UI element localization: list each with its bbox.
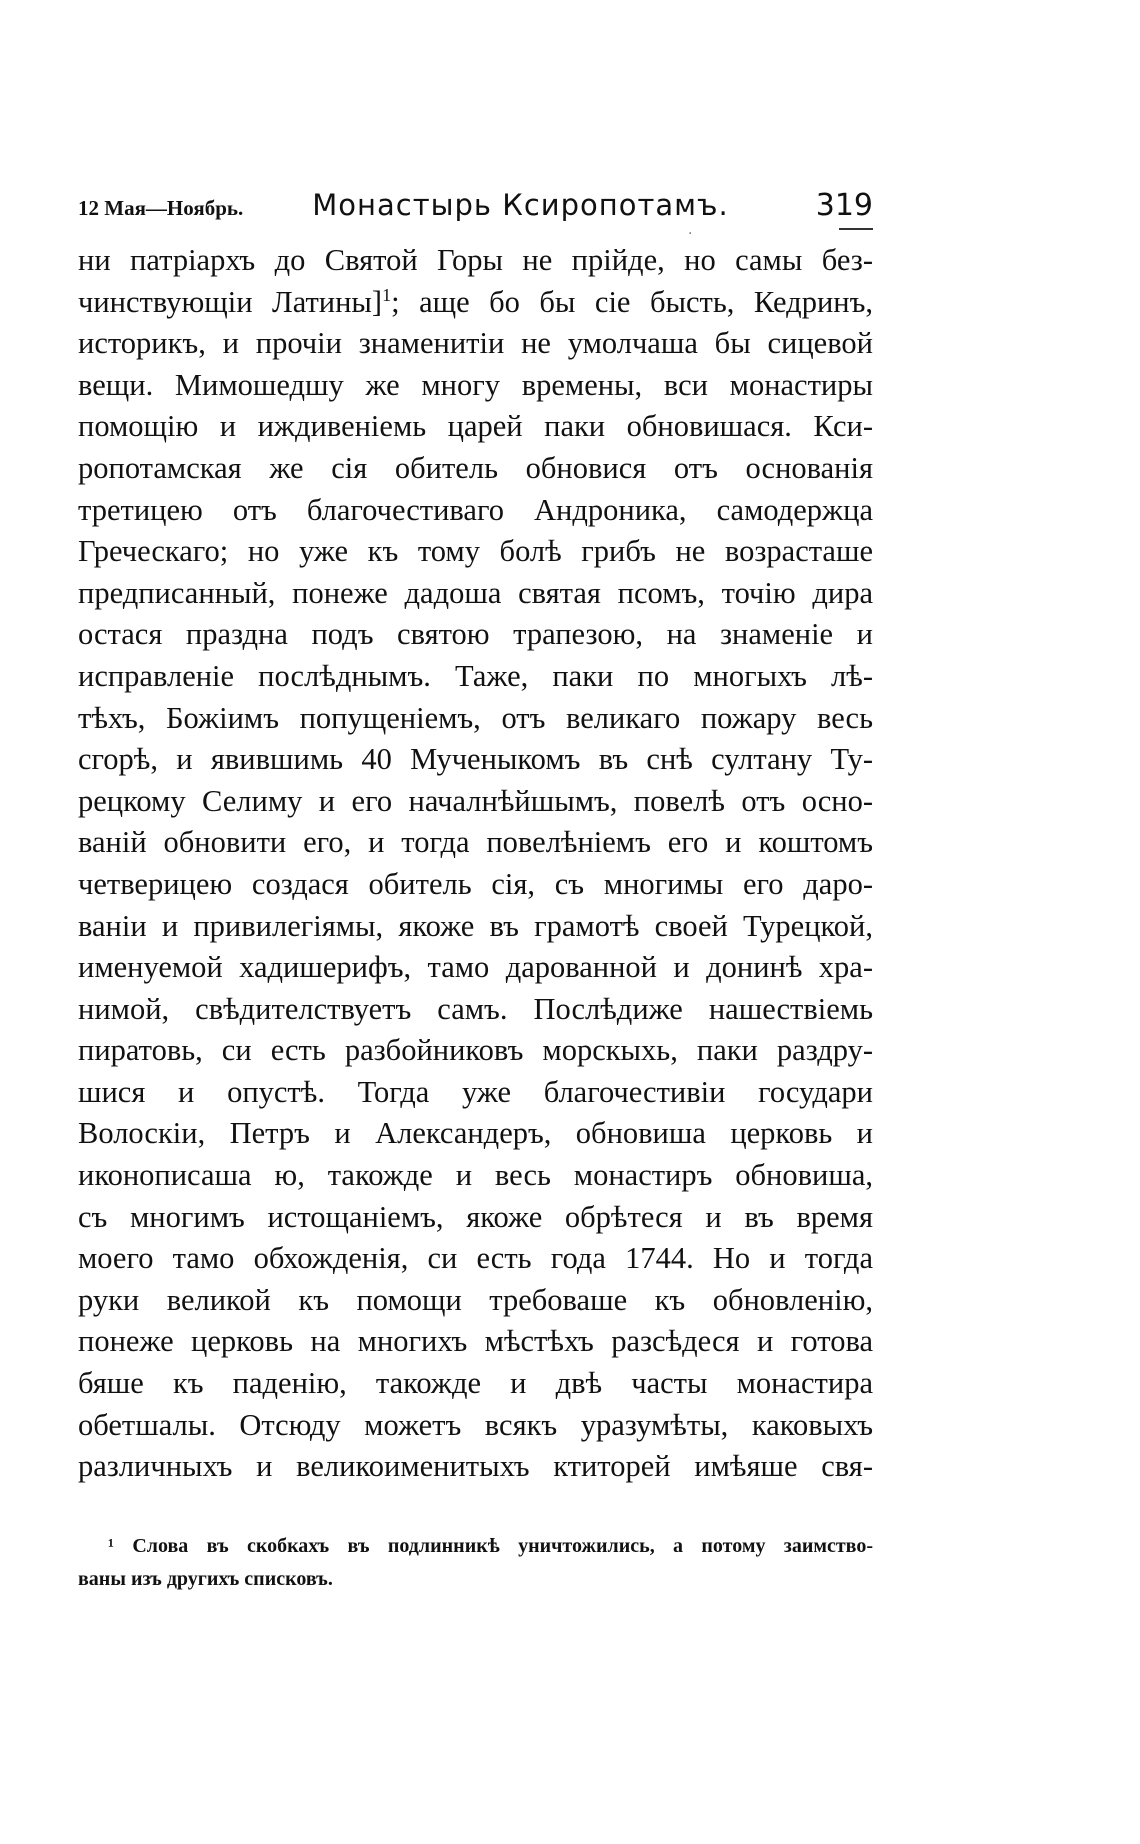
text-line: четверицею создася обитель сія, съ многимы его даро- — [78, 866, 873, 901]
text-line: шися и опустѣ. Тогда уже благочестивіи государи — [78, 1074, 873, 1109]
text-line: ваній обновити его, и тогда повелѣніемъ его и коштомъ — [78, 825, 873, 860]
text-line: руки великой къ помощи требоваше къ обновленію, — [78, 1282, 873, 1317]
page-number: 319 — [815, 188, 873, 223]
text-line: понеже церковь на многихъ мѣстѣхъ разсѣдеся и готова — [78, 1324, 873, 1359]
text-line: обетшалы. Отсюду можетъ всякъ уразумѣты, каковыхъ — [78, 1407, 873, 1442]
text-line: нимой, свѣдителствуетъ самъ. Послѣдиже нашествіемь — [78, 991, 873, 1026]
text-line: моего тамо обхожденія, си есть года 1744. Но и тогда — [78, 1241, 873, 1276]
footnote-marker: ¹ — [108, 1534, 114, 1557]
header-rule — [839, 228, 873, 230]
text-line: Волоскіи, Петръ и Александеръ, обновиша церковь и — [78, 1116, 873, 1151]
text-line: пиратовь, си есть разбойниковъ морскыхь, паки раздру- — [78, 1033, 873, 1068]
text-line: Греческаго; но уже къ тому болѣ грибъ не возрасташе — [78, 534, 873, 569]
text-line: ропотамская же сія обитель обновися отъ основанія — [78, 450, 873, 485]
text-line: исправленіе послѣднымъ. Таже, паки по многыхъ лѣ- — [78, 658, 873, 693]
running-header-dates: 12 Мая—Ноябрь. — [78, 196, 244, 220]
footnote — [78, 1530, 873, 1596]
footnote-reference: 1 — [382, 284, 392, 305]
text-line: различныхъ и великоименитыхъ ктиторей имѣяше свя- — [78, 1449, 873, 1484]
text-fragment: ; аще бо бы сіе бысть, Кедринъ, — [391, 284, 873, 319]
running-header-title: Монастырь Ксиропотамъ. — [312, 188, 729, 222]
header-mark: · — [688, 226, 693, 242]
text-line: ваніи и привилегіямы, якоже въ грамотѣ своей Турецкой, — [78, 908, 873, 943]
text-line: предписанный, понеже дадоша святая псомъ, точію дира — [78, 575, 873, 610]
text-line — [78, 282, 873, 324]
text-line: иконописаша ю, такожде и весь монастиръ обновиша, — [78, 1158, 873, 1193]
text-fragment: чинствующіи Латины] — [78, 284, 383, 319]
footnote-line: ваны изъ другихъ списковъ. — [78, 1567, 333, 1590]
text-line: тѣхъ, Божіимъ попущеніемъ, отъ великаго пожару весь — [78, 700, 873, 735]
running-header — [78, 188, 873, 242]
footnote-line — [78, 1530, 873, 1563]
text-line: сгорѣ, и явившимь 40 Мученыкомъ въ снѣ султану Ту- — [78, 742, 873, 777]
text-line: историкъ, и прочіи знаменитіи не умолчаша бы сицевой — [78, 326, 873, 361]
text-line: бяше къ паденію, такожде и двѣ часты монастира — [78, 1366, 873, 1401]
footnote-text: Слова въ скобкахъ въ подлинникѣ уничтожились, а потому заимство- — [132, 1534, 874, 1557]
text-line: съ многимъ истощаніемъ, якоже обрѣтеся и въ время — [78, 1199, 873, 1234]
text-line: именуемой хадишерифъ, тамо дарованной и донинѣ хра- — [78, 950, 873, 985]
text-line: помощію и иждивеніемь царей паки обновишася. Кси- — [78, 409, 873, 444]
body-text — [78, 240, 873, 1488]
text-line: остася праздна подъ святою трапезою, на знаменіе и — [78, 617, 873, 652]
text-line: ни патріархъ до Святой Горы не прійде, но самы без- — [78, 243, 873, 277]
text-line: вещи. Мимошедшу же многу времены, вси монастиры — [78, 367, 873, 402]
text-line: рецкому Селиму и его началнѣйшымъ, повелѣ отъ осно- — [78, 783, 873, 818]
text-line: третицею отъ благочестиваго Андроника, самодержца — [78, 492, 873, 527]
book-page — [78, 188, 873, 1596]
